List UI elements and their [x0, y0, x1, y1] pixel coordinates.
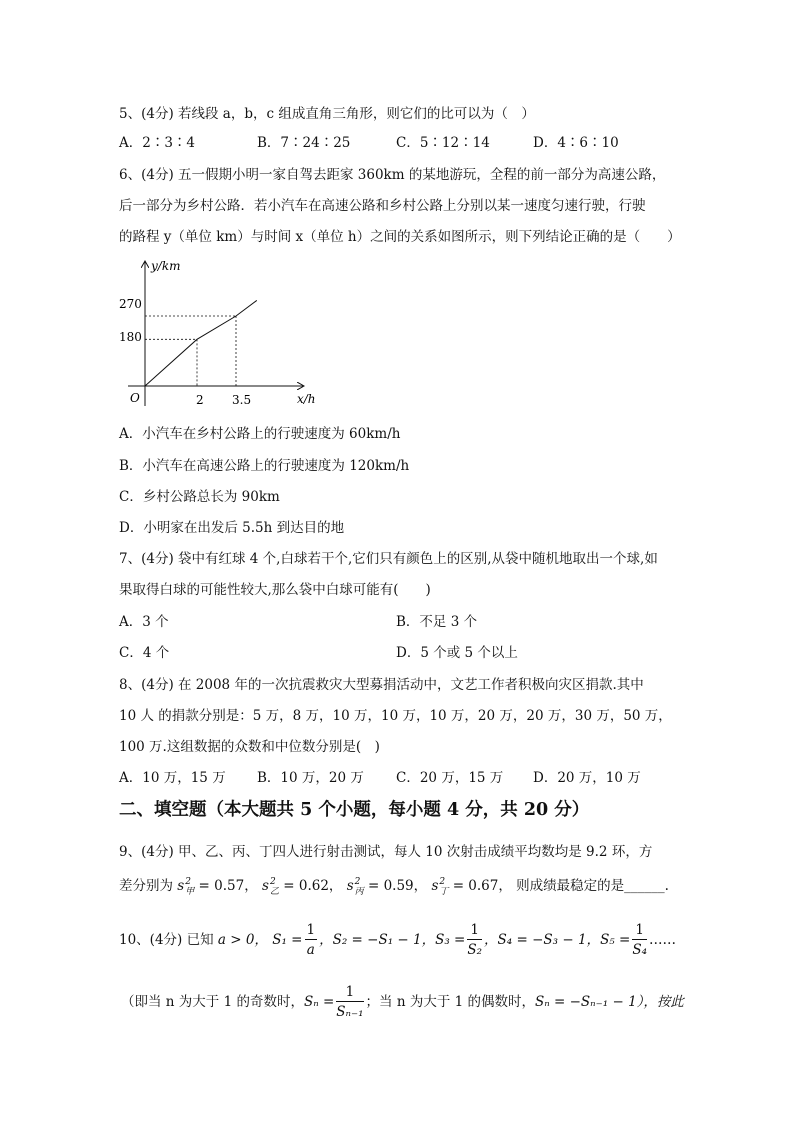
fraction-numerator: 1 [336, 983, 363, 1002]
q7-stem-line1: 7、(4分) 袋中有红球 4 个,白球若干个,它们只有颜色上的区别,从袋中随机地取出一个球,如 [119, 551, 658, 567]
q10-condition: a > 0， [217, 932, 268, 948]
option-letter: D． [533, 770, 558, 786]
q6-stem-line1: 6、(4分) 五一假期小明一家自驾去距家 360km 的某地游玩，全程的前一部分为高速公路， [119, 167, 666, 183]
option-text: 5 个或 5 个以上 [420, 645, 518, 661]
s2-expression: ，S₂ = −S₁ − 1， [319, 932, 436, 948]
variance-bing: s 2 丙 [346, 876, 364, 897]
fraction-numerator: 1 [467, 921, 482, 940]
q5-stem: 5、(4分) 若线段 a，b，c 组成直角三角形，则它们的比可以为（ ） [119, 106, 535, 122]
q10-stem-line2 [121, 982, 684, 1022]
option-text: 10 万，20 万 [280, 770, 364, 786]
variance-jia: s 2 甲 [177, 876, 195, 897]
option-text: 不足 3 个 [419, 614, 478, 630]
option-letter: A． [119, 614, 143, 630]
option-letter: D． [119, 520, 144, 536]
s1-lhs: S₁ = [272, 932, 303, 948]
option-letter: B． [119, 458, 143, 474]
q10-prefix: 10、(4分) 已知 [119, 932, 214, 948]
s3-lhs: S₃ = [435, 932, 466, 948]
sub-label: 丁 [439, 886, 449, 897]
option-text: 3 个 [142, 614, 169, 630]
q6-stem-line3: 的路程 y（单位 km）与时间 x（单位 h）之间的关系如图所示，则下列结论正确的是（ ） [119, 229, 681, 245]
ellipsis: …… [649, 932, 676, 948]
q9-prefix: 差分别为 [119, 878, 173, 894]
q7-option-d[interactable] [396, 643, 518, 663]
q8-option-c[interactable] [396, 768, 503, 788]
option-letter: A． [119, 135, 143, 151]
q6-option-d[interactable] [119, 518, 344, 538]
option-letter: A． [119, 770, 143, 786]
option-letter: B． [257, 135, 281, 151]
fraction-denominator: S₂ [467, 942, 483, 958]
q8-stem-line2: 10 人 的捐款分别是：5 万，8 万，10 万，10 万，10 万，20 万，20 万，30 万，50 万， [119, 708, 672, 724]
option-text: 4 个 [142, 645, 170, 661]
option-text: 乡村公路总长为 90km [142, 489, 280, 505]
option-letter: C． [119, 489, 143, 505]
q5-option-b[interactable] [257, 133, 350, 153]
q7-option-c[interactable] [119, 643, 169, 663]
option-text: 4∶6∶10 [557, 135, 619, 151]
q6-option-b[interactable] [119, 456, 409, 476]
variance-value: = 0.67， [452, 878, 512, 894]
option-letter: D． [533, 135, 558, 151]
distance-time-line [145, 300, 257, 386]
fraction-denominator: a [306, 942, 315, 958]
q10-odd-case: （即当 n 为大于 1 的奇数时， [121, 994, 304, 1010]
q6-stem-line2: 后一部分为乡村公路．若小汽车在高速公路和乡村公路上分别以某一速度匀速行驶，行驶 [119, 198, 646, 214]
x-tick-label: 3.5 [232, 393, 252, 407]
variance-yi: s 2 乙 [262, 876, 279, 897]
q7-stem-line2: 果取得白球的可能性较大,那么袋中白球可能有( ) [119, 582, 431, 598]
option-letter: C． [396, 770, 420, 786]
variance-ding: s 2 丁 [431, 876, 449, 897]
q7-option-a[interactable] [119, 612, 169, 632]
origin-label: O [130, 391, 140, 405]
option-text: 5∶12∶14 [419, 135, 490, 151]
section-heading: 二、填空题（本大题共 5 个小题，每小题 4 分，共 20 分） [119, 800, 590, 820]
s3-fraction [467, 921, 482, 960]
option-letter: C． [396, 135, 420, 151]
option-text: 小明家在出发后 5.5h 到达目的地 [143, 520, 345, 536]
option-text: 7∶24∶25 [280, 135, 351, 151]
q6-option-c[interactable] [119, 487, 280, 507]
q8-stem-line1: 8、(4分) 在 2008 年的一次抗震救灾大型募捐活动中，文艺工作者积极向灾区捐款.其中 [119, 677, 644, 693]
s5-fraction [632, 921, 647, 960]
option-text: 20 万，15 万 [419, 770, 504, 786]
variance-value: = 0.62， [283, 878, 343, 894]
x-axis-label: x/h [297, 392, 316, 406]
q9-stem-line1: 9、(4分) 甲、乙、丙、丁四人进行射击测试，每人 10 次射击成绩平均数均是 9.2 环，方 [119, 844, 653, 860]
fraction-numerator: 1 [306, 922, 316, 938]
q10-even-expression: Sₙ = −Sₙ₋₁ − 1），按此 [535, 994, 684, 1010]
sn-lhs: Sₙ = [303, 994, 335, 1010]
q8-stem-line3: 100 万.这组数据的众数和中位数分别是( ) [119, 739, 380, 755]
sub-label: 乙 [269, 886, 279, 897]
s1-fraction [305, 921, 318, 960]
q8-option-b[interactable] [257, 768, 364, 788]
q5-option-a[interactable] [119, 133, 195, 153]
q7-option-b[interactable] [396, 612, 477, 632]
option-letter: D． [396, 645, 421, 661]
s5-lhs: S₅ = [600, 932, 631, 948]
option-letter: B． [396, 614, 420, 630]
fraction-numerator: 1 [632, 921, 647, 940]
fraction-denominator: Sₙ₋₁ [336, 1004, 364, 1020]
q8-option-a[interactable] [119, 768, 226, 788]
option-text: 小汽车在乡村公路上的行驶速度为 60km/h [142, 426, 401, 442]
variance-value: = 0.57， [198, 878, 258, 894]
option-letter: B． [257, 770, 281, 786]
fraction-denominator: S₄ [632, 942, 647, 958]
sub-label: 甲 [185, 886, 195, 897]
q10-stem-line1 [119, 920, 676, 960]
option-text: 小汽车在高速公路上的行驶速度为 120km/h [142, 458, 410, 474]
q5-option-c[interactable] [396, 133, 490, 153]
q9-suffix: 则成绩最稳定的是______. [516, 878, 669, 894]
option-letter: A． [119, 426, 143, 442]
option-letter: C． [119, 645, 143, 661]
option-text: 10 万，15 万 [142, 770, 226, 786]
q6-option-a[interactable] [119, 424, 400, 444]
distance-time-graph [118, 256, 338, 412]
x-tick-label: 2 [196, 393, 204, 407]
q8-option-d[interactable] [533, 768, 641, 788]
y-tick-label: 180 [119, 330, 142, 344]
sn-fraction [336, 983, 363, 1022]
q9-stem-line2 [119, 876, 669, 897]
option-text: 20 万，10 万 [557, 770, 641, 786]
q5-option-d[interactable] [533, 133, 619, 153]
y-axis-label: y/km [151, 259, 181, 273]
variance-value: = 0.59， [367, 878, 428, 894]
option-text: 2∶3∶4 [142, 135, 196, 151]
s4-expression: ，S₄ = −S₃ − 1， [484, 932, 601, 948]
sub-label: 丙 [354, 886, 364, 897]
y-tick-label: 270 [119, 297, 142, 311]
q10-even-case: ；当 n 为大于 1 的偶数时， [365, 994, 535, 1010]
